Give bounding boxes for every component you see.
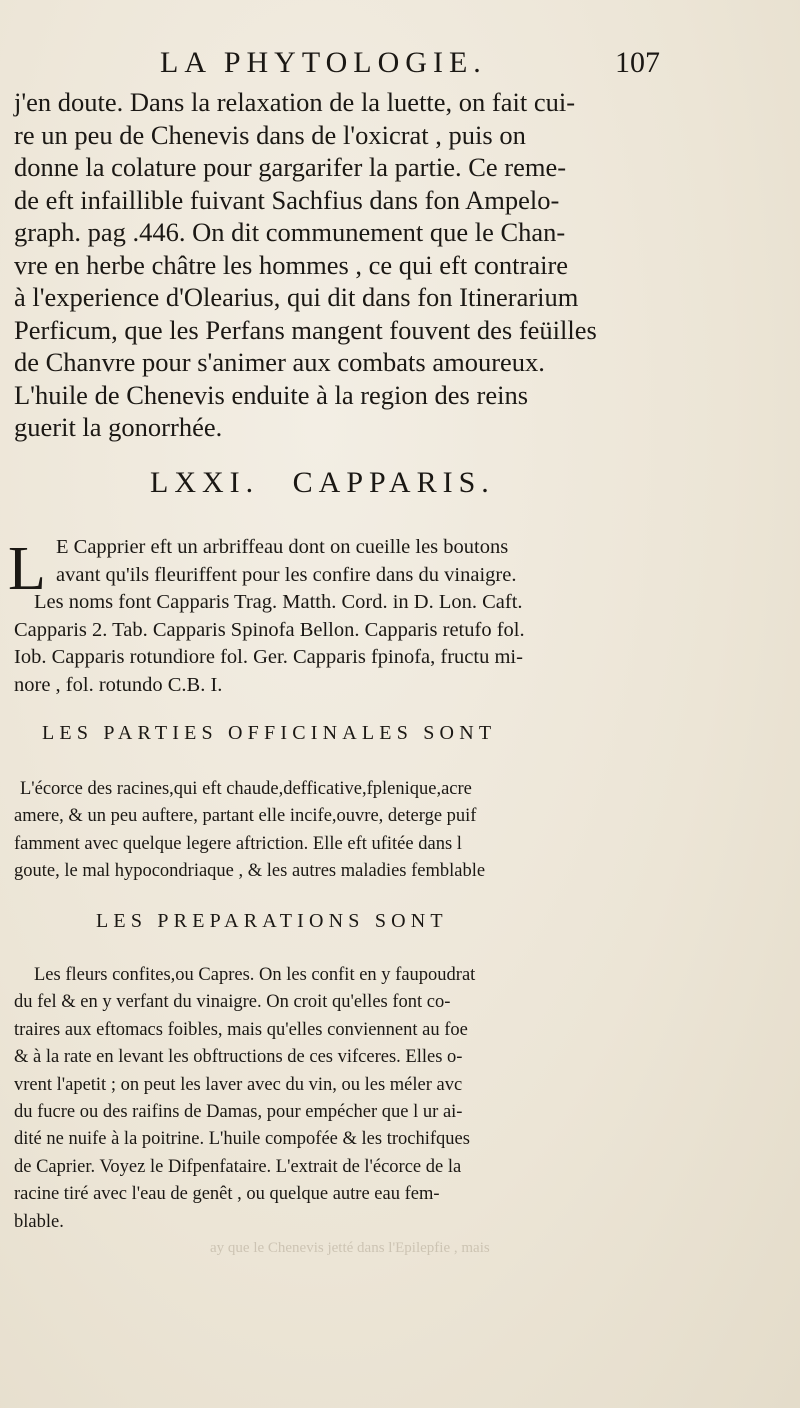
text-line: traires aux eftomacs foibles, mais qu'elles conviennent au foe (14, 1019, 468, 1040)
capparis-paragraph-lead (56, 534, 656, 589)
text-line: Les noms font Capparis Trag. Matth. Cord. in D. Lon. Caft. (34, 591, 523, 613)
page-header (150, 46, 660, 86)
intro-paragraph (14, 86, 654, 444)
text-line: Capparis 2. Tab. Capparis Spinofa Bellon. Capparis retufo fol. (14, 618, 525, 641)
text-line: vrent l'apetit ; on peut les laver avec du vin, ou les méler avc (14, 1074, 463, 1095)
text-line: racine tiré avec l'eau de genêt , ou quelque autre eau fem- (14, 1184, 440, 1205)
text-line: L'écorce des racines,qui eft chaude,defficative,fplenique,acre (20, 779, 472, 799)
text-line: de Chanvre pour s'animer aux combats amoureux. (14, 347, 545, 377)
section-heading-officinales: LES PARTIES OFFICINALES SONT (42, 722, 497, 744)
text-line: dité ne nuife à la poitrine. L'huile compofée & les trochifques (14, 1129, 470, 1150)
text-line: du fel & en y verfant du vinaigre. On croit qu'elles font co- (14, 992, 451, 1013)
text-line: Les fleurs confites,ou Capres. On les confit en y faupoudrat (34, 965, 476, 985)
text-line: nore , fol. rotundo C.B. I. (14, 673, 223, 696)
section-heading-preparations: LES PREPARATIONS SONT (96, 910, 448, 932)
officinales-paragraph (14, 776, 654, 886)
text-line: blable. (14, 1211, 64, 1232)
text-line: amere, & un peu auftere, partant elle incife,ouvre, deterge puif (14, 806, 477, 827)
text-line: avant qu'ils fleuriffent pour les confire dans du vinaigre. (56, 563, 517, 586)
text-line: donne la colature pour gargarifer la partie. Ce reme- (14, 152, 567, 182)
text-line: à l'experience d'Olearius, qui dit dans fon Itinerarium (14, 282, 579, 312)
text-line: famment avec quelque legere aftriction. Elle eft ufitée dans l (14, 833, 462, 854)
text-line: guerit la gonorrhée. (14, 412, 223, 442)
drop-cap: L (8, 535, 46, 603)
text-line: L'huile de Chenevis enduite à la region des reins (14, 379, 529, 410)
text-line: & à la rate en levant les obftructions de ces vifceres. Elles o- (14, 1047, 463, 1068)
running-title: LA PHYTOLOGIE. (160, 46, 487, 79)
text-line: du fucre ou des raifins de Damas, pour empécher que l ur ai- (14, 1102, 463, 1123)
text-line: de eft infaillible fuivant Sachfius dans fon Ampelo- (14, 184, 560, 215)
text-line: goute, le mal hypocondriaque , & les autres maladies femblable (14, 861, 486, 882)
text-line: Perficum, que les Perfans mangent fouvent des feüilles (14, 314, 597, 345)
preparations-paragraph (14, 962, 654, 1236)
chapter-heading: LXXI. CAPPARIS. (150, 466, 495, 499)
text-line: vre en herbe châtre les hommes , ce qui eft contraire (14, 249, 569, 280)
page-number: 107 (615, 46, 660, 79)
text-line: graph. pag .446. On dit communement que le Chan- (14, 217, 566, 247)
text-line: E Capprier eft un arbriffeau dont on cueille les boutons (56, 536, 509, 558)
bleed-through-text: ay que le Chenevis jetté dans l'Epilepfie , mais (210, 1240, 490, 1256)
text-line: de Caprier. Voyez le Difpenfataire. L'extrait de l'écorce de la (14, 1156, 462, 1177)
text-line: j'en doute. Dans la relaxation de la luette, on fait cui- (14, 87, 576, 117)
text-line: Iob. Capparis rotundiore fol. Ger. Capparis fpinofa, fructu mi- (14, 646, 523, 668)
text-line: re un peu de Chenevis dans de l'oxicrat , puis on (14, 119, 526, 150)
capparis-paragraph-names (14, 589, 654, 699)
